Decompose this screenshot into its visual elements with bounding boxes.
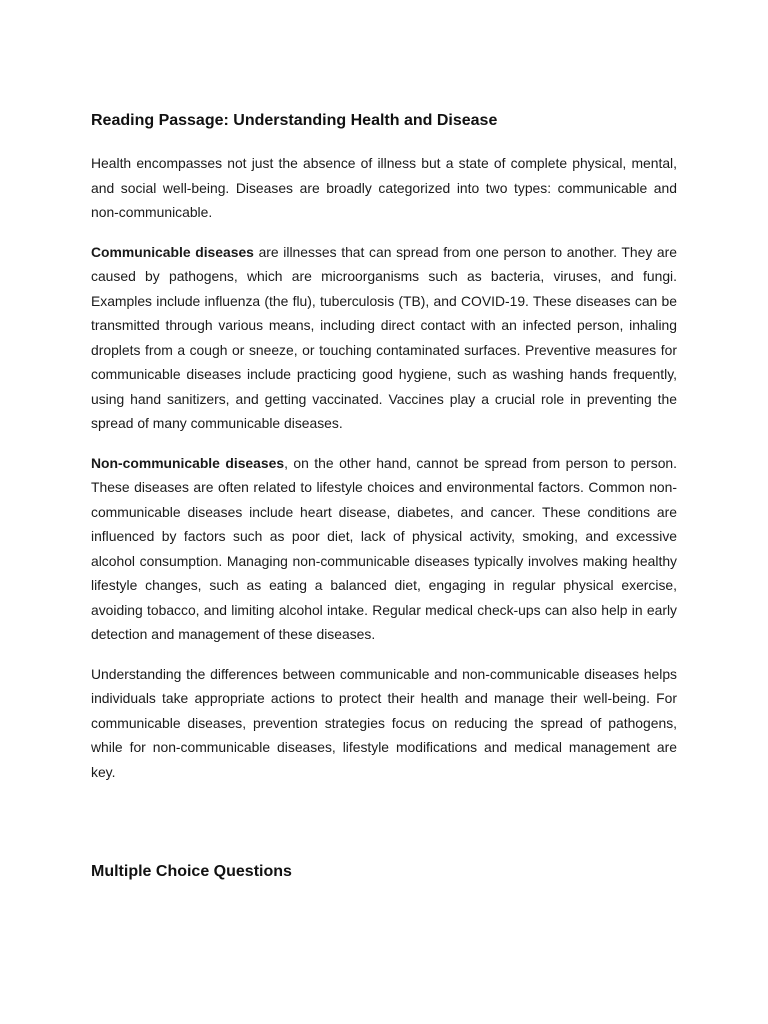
- non-communicable-text: , on the other hand, cannot be spread from person to person. These diseases are often related to lifestyle choices and environmental factors. Common non-communicable diseases include heart disease, diabetes, and cancer. These conditions are influenced by factors such as poor diet, lack of physical activity, smoking, and excessive alcohol consumption. Managing non-communicable diseases typically involves making healthy lifestyle changes, such as eating a balanced diet, engaging in regular physical exercise, avoiding tobacco, and limiting alcohol intake. Regular medical check-ups can also help in early detection and management of these diseases.: [91, 454, 677, 642]
- non-communicable-term: Non-communicable diseases: [91, 454, 285, 471]
- communicable-term: Communicable diseases: [91, 243, 254, 260]
- non-communicable-paragraph: [91, 451, 677, 647]
- communicable-text: are illnesses that can spread from one person to another. They are caused by pathogens, which are microorganisms such as bacteria, viruses, and fungi. Examples include influenza (the flu), tuberculosis (TB), and COVID-19. These diseases can be transmitted through various means, including direct contact with an infected person, inhaling droplets from a cough or sneeze, or touching contaminated surfaces. Preventive measures for communicable diseases include practicing good hygiene, such as washing hands frequently, using hand sanitizers, and getting vaccinated. Vaccines play a crucial role in preventing the spread of many communicable diseases.: [91, 243, 678, 431]
- passage-title: Reading Passage: Understanding Health and Disease: [91, 112, 498, 129]
- mcq-section-title: Multiple Choice Questions: [91, 863, 292, 880]
- communicable-paragraph: [91, 240, 677, 436]
- summary-paragraph: Understanding the differences between communicable and non-communicable diseases helps individuals take appropriate actions to protect their health and manage their well-being. For communicable diseases, prevention strategies focus on reducing the spread of pathogens, while for non-communicable diseases, lifestyle modifications and medical management are key.: [91, 665, 677, 780]
- intro-paragraph: Health encompasses not just the absence of illness but a state of complete physical, mental, and social well-being. Diseases are broadly categorized into two types: communicable and non-communicable.: [91, 155, 677, 220]
